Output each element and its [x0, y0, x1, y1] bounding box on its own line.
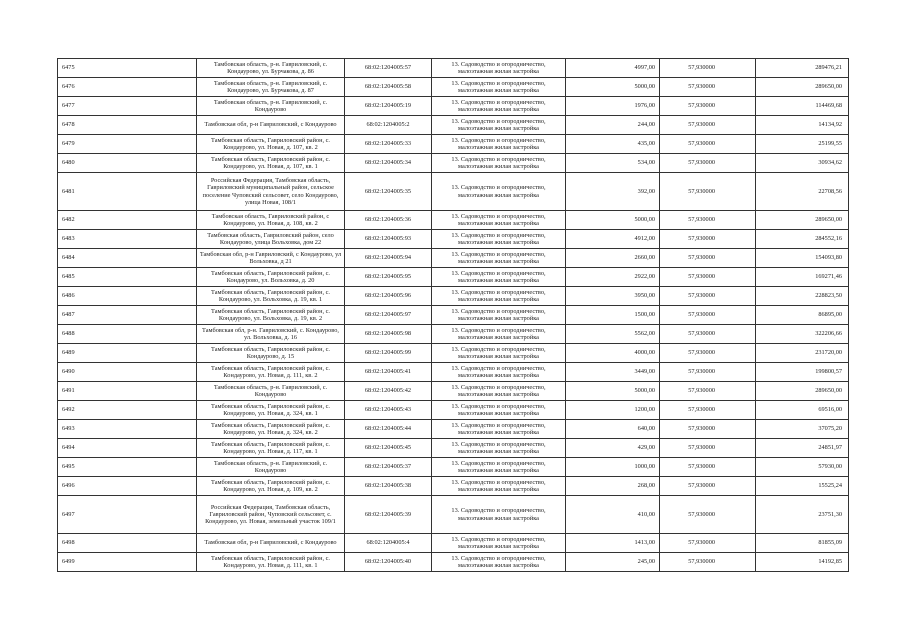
table-row — [58, 344, 849, 363]
row-area: 435,00 — [566, 135, 660, 154]
row-land-use: 13. Садоводство и огородничество, малоэтажная жилая застройка — [432, 154, 566, 173]
row-area: 268,00 — [566, 477, 660, 496]
row-cadastral-value: 289650,00 — [756, 211, 849, 230]
row-address: Тамбовская область, Гавриловский район, с. Кондаурово, ул. Вольховка, д. 19, кв. 1 — [197, 287, 345, 306]
row-area: 3449,00 — [566, 363, 660, 382]
row-cadastral-number: 68:02:1204005:99 — [345, 344, 432, 363]
row-cadastral-value: 24851,97 — [756, 439, 849, 458]
row-number: 6479 — [58, 135, 197, 154]
table-row — [58, 78, 849, 97]
row-number: 6483 — [58, 230, 197, 249]
table-row — [58, 268, 849, 287]
row-land-use: 13. Садоводство и огородничество, малоэтажная жилая застройка — [432, 344, 566, 363]
row-cadastral-value: 228823,50 — [756, 287, 849, 306]
row-cadastral-number: 68:02:1204005:57 — [345, 59, 432, 78]
row-land-use: 13. Садоводство и огородничество, малоэтажная жилая застройка — [432, 458, 566, 477]
row-specific-value: 57,930000 — [660, 439, 756, 458]
row-land-use: 13. Садоводство и огородничество, малоэтажная жилая застройка — [432, 249, 566, 268]
row-land-use: 13. Садоводство и огородничество, малоэтажная жилая застройка — [432, 382, 566, 401]
row-cadastral-value: 114469,68 — [756, 97, 849, 116]
row-area: 5000,00 — [566, 211, 660, 230]
table-row — [58, 325, 849, 344]
table-row — [58, 287, 849, 306]
row-number: 6496 — [58, 477, 197, 496]
row-cadastral-value: 86895,00 — [756, 306, 849, 325]
row-cadastral-number: 68:02:1204005:37 — [345, 458, 432, 477]
row-land-use: 13. Садоводство и огородничество, малоэтажная жилая застройка — [432, 553, 566, 572]
row-number: 6499 — [58, 553, 197, 572]
table-row — [58, 401, 849, 420]
row-cadastral-number: 68:02:1204005:98 — [345, 325, 432, 344]
row-area: 410,00 — [566, 496, 660, 534]
row-area: 534,00 — [566, 154, 660, 173]
row-address: Тамбовская область, р-н. Гавриловский, с. Кондаурово, ул. Бурчакова, д. 87 — [197, 78, 345, 97]
row-cadastral-number: 68:02:1204005:35 — [345, 173, 432, 211]
row-number: 6487 — [58, 306, 197, 325]
row-number: 6491 — [58, 382, 197, 401]
row-number: 6482 — [58, 211, 197, 230]
row-area: 5562,00 — [566, 325, 660, 344]
row-cadastral-value: 25199,55 — [756, 135, 849, 154]
row-address: Тамбовская область, Гавриловский район, с. Кондаурово, ул. Новая, д. 324, кв. 1 — [197, 401, 345, 420]
row-cadastral-value: 322206,66 — [756, 325, 849, 344]
row-number: 6495 — [58, 458, 197, 477]
row-area: 1000,00 — [566, 458, 660, 477]
row-address: Тамбовская область, р-н. Гавриловский, с. Кондаурово — [197, 382, 345, 401]
table-row — [58, 553, 849, 572]
row-address: Тамбовская обл, р-н Гавриловский, с Кондаурово, ул Вольховка, д 21 — [197, 249, 345, 268]
row-cadastral-number: 68:02:1204005:36 — [345, 211, 432, 230]
row-area: 1200,00 — [566, 401, 660, 420]
row-cadastral-number: 68:02:1204005:33 — [345, 135, 432, 154]
row-cadastral-number: 68:02:1204005:58 — [345, 78, 432, 97]
row-number: 6485 — [58, 268, 197, 287]
row-specific-value: 57,930000 — [660, 496, 756, 534]
row-specific-value: 57,930000 — [660, 325, 756, 344]
row-number: 6476 — [58, 78, 197, 97]
table-row — [58, 135, 849, 154]
row-area: 2922,00 — [566, 268, 660, 287]
row-cadastral-number: 68:02:1204005:97 — [345, 306, 432, 325]
row-number: 6486 — [58, 287, 197, 306]
row-specific-value: 57,930000 — [660, 534, 756, 553]
row-number: 6477 — [58, 97, 197, 116]
row-specific-value: 57,930000 — [660, 211, 756, 230]
row-address: Тамбовская область, р-н. Гавриловский, с. Кондаурово, ул. Бурчакова, д. 86 — [197, 59, 345, 78]
row-specific-value: 57,930000 — [660, 553, 756, 572]
row-number: 6497 — [58, 496, 197, 534]
table-row — [58, 116, 849, 135]
row-land-use: 13. Садоводство и огородничество, малоэтажная жилая застройка — [432, 363, 566, 382]
row-address: Тамбовская область, Гавриловский район, с. Кондаурово, ул. Новая, д. 109, кв. 2 — [197, 477, 345, 496]
row-land-use: 13. Садоводство и огородничество, малоэтажная жилая застройка — [432, 306, 566, 325]
row-land-use: 13. Садоводство и огородничество, малоэтажная жилая застройка — [432, 59, 566, 78]
row-specific-value: 57,930000 — [660, 344, 756, 363]
row-land-use: 13. Садоводство и огородничество, малоэтажная жилая застройка — [432, 477, 566, 496]
row-cadastral-number: 68:02:1204005:96 — [345, 287, 432, 306]
row-cadastral-value: 57930,00 — [756, 458, 849, 477]
row-cadastral-value: 14134,92 — [756, 116, 849, 135]
row-number: 6481 — [58, 173, 197, 211]
row-cadastral-value: 14192,85 — [756, 553, 849, 572]
row-land-use: 13. Садоводство и огородничество, малоэтажная жилая застройка — [432, 211, 566, 230]
row-area: 2660,00 — [566, 249, 660, 268]
table-body — [58, 59, 849, 572]
row-area: 244,00 — [566, 116, 660, 135]
row-address: Тамбовская область, Гавриловский район, с. Кондаурово, д. 15 — [197, 344, 345, 363]
row-land-use: 13. Садоводство и огородничество, малоэтажная жилая застройка — [432, 268, 566, 287]
row-cadastral-value: 199800,57 — [756, 363, 849, 382]
cadastral-value-table — [57, 58, 849, 572]
row-number: 6488 — [58, 325, 197, 344]
table-row — [58, 306, 849, 325]
row-land-use: 13. Садоводство и огородничество, малоэтажная жилая застройка — [432, 496, 566, 534]
row-cadastral-number: 68:02:1204005:43 — [345, 401, 432, 420]
row-cadastral-number: 68:02:1204005:39 — [345, 496, 432, 534]
row-specific-value: 57,930000 — [660, 59, 756, 78]
row-area: 4997,00 — [566, 59, 660, 78]
row-address: Тамбовская область, р-н. Гавриловский, с. Кондаурово — [197, 458, 345, 477]
row-cadastral-value: 289650,00 — [756, 78, 849, 97]
row-number: 6490 — [58, 363, 197, 382]
row-cadastral-value: 231720,00 — [756, 344, 849, 363]
row-specific-value: 57,930000 — [660, 382, 756, 401]
row-number: 6484 — [58, 249, 197, 268]
table-row — [58, 154, 849, 173]
row-address: Тамбовская обл, р-н. Гавриловский, с. Кондаурово, ул. Вольховка, д. 16 — [197, 325, 345, 344]
row-land-use: 13. Садоводство и огородничество, малоэтажная жилая застройка — [432, 439, 566, 458]
row-cadastral-number: 68:02:1204005:38 — [345, 477, 432, 496]
row-cadastral-value: 37075,20 — [756, 420, 849, 439]
row-cadastral-number: 68:02:1204005:93 — [345, 230, 432, 249]
row-specific-value: 57,930000 — [660, 458, 756, 477]
row-specific-value: 57,930000 — [660, 287, 756, 306]
table-row — [58, 97, 849, 116]
row-address: Тамбовская область, Гавриловский район, с. Кондаурово, ул. Новая, д. 111, кв. 1 — [197, 553, 345, 572]
table-row — [58, 363, 849, 382]
row-area: 640,00 — [566, 420, 660, 439]
row-cadastral-value: 154093,80 — [756, 249, 849, 268]
row-address: Тамбовская область, Гавриловский район, с Кондаурово, ул. Новая, д. 108, кв. 2 — [197, 211, 345, 230]
row-cadastral-value: 69516,00 — [756, 401, 849, 420]
row-specific-value: 57,930000 — [660, 230, 756, 249]
table-row — [58, 439, 849, 458]
row-area: 4000,00 — [566, 344, 660, 363]
row-address: Тамбовская область, Гавриловский район, с. Кондаурово, ул. Вольховка, д. 20 — [197, 268, 345, 287]
row-cadastral-number: 68:02:1204005:4 — [345, 534, 432, 553]
row-specific-value: 57,930000 — [660, 363, 756, 382]
row-cadastral-number: 68:02:1204005:34 — [345, 154, 432, 173]
row-land-use: 13. Садоводство и огородничество, малоэтажная жилая застройка — [432, 97, 566, 116]
row-area: 5000,00 — [566, 382, 660, 401]
row-area: 429,00 — [566, 439, 660, 458]
row-address: Российская Федерация, Тамбовская область, Гавриловский район, Чуповский сельсовет, с. Кондаурово, ул. Новая, земельный участок 109/1 — [197, 496, 345, 534]
table-row — [58, 382, 849, 401]
row-cadastral-number: 68:02:1204005:44 — [345, 420, 432, 439]
row-specific-value: 57,930000 — [660, 154, 756, 173]
row-address: Тамбовская область, Гавриловский район, с. Кондаурово, ул. Новая, д. 111, кв. 2 — [197, 363, 345, 382]
row-cadastral-value: 169271,46 — [756, 268, 849, 287]
row-land-use: 13. Садоводство и огородничество, малоэтажная жилая застройка — [432, 401, 566, 420]
row-cadastral-value: 30934,62 — [756, 154, 849, 173]
row-specific-value: 57,930000 — [660, 173, 756, 211]
row-cadastral-value: 23751,30 — [756, 496, 849, 534]
row-area: 1976,00 — [566, 97, 660, 116]
document-page — [57, 58, 848, 572]
table-row — [58, 173, 849, 211]
row-land-use: 13. Садоводство и огородничество, малоэтажная жилая застройка — [432, 534, 566, 553]
row-number: 6475 — [58, 59, 197, 78]
row-cadastral-value: 15525,24 — [756, 477, 849, 496]
row-address: Тамбовская область, Гавриловский район, с. Кондаурово, ул. Новая, д. 107, кв. 1 — [197, 154, 345, 173]
row-cadastral-number: 68:02:1204005:2 — [345, 116, 432, 135]
row-area: 1413,00 — [566, 534, 660, 553]
row-number: 6480 — [58, 154, 197, 173]
row-area: 3950,00 — [566, 287, 660, 306]
row-address: Российская Федерация, Тамбовская область, Гавриловский муниципальный район, сельское поселение Чуповский сельсовет, село Кондаурово, улица Новая, 108/1 — [197, 173, 345, 211]
table-row — [58, 211, 849, 230]
row-number: 6492 — [58, 401, 197, 420]
row-specific-value: 57,930000 — [660, 116, 756, 135]
row-specific-value: 57,930000 — [660, 401, 756, 420]
row-specific-value: 57,930000 — [660, 306, 756, 325]
row-land-use: 13. Садоводство и огородничество, малоэтажная жилая застройка — [432, 287, 566, 306]
row-cadastral-number: 68:02:1204005:45 — [345, 439, 432, 458]
row-specific-value: 57,930000 — [660, 135, 756, 154]
row-cadastral-value: 81855,09 — [756, 534, 849, 553]
row-address: Тамбовская область, Гавриловский район, с. Кондаурово, ул. Новая, д. 117, кв. 1 — [197, 439, 345, 458]
row-cadastral-number: 68:02:1204005:19 — [345, 97, 432, 116]
row-cadastral-number: 68:02:1204005:42 — [345, 382, 432, 401]
row-land-use: 13. Садоводство и огородничество, малоэтажная жилая застройка — [432, 173, 566, 211]
table-row — [58, 420, 849, 439]
row-cadastral-value: 289650,00 — [756, 382, 849, 401]
row-specific-value: 57,930000 — [660, 477, 756, 496]
row-area: 5000,00 — [566, 78, 660, 97]
row-specific-value: 57,930000 — [660, 420, 756, 439]
row-cadastral-value: 284552,16 — [756, 230, 849, 249]
row-cadastral-value: 289476,21 — [756, 59, 849, 78]
row-area: 392,00 — [566, 173, 660, 211]
table-row — [58, 496, 849, 534]
row-land-use: 13. Садоводство и огородничество, малоэтажная жилая застройка — [432, 116, 566, 135]
table-row — [58, 249, 849, 268]
row-specific-value: 57,930000 — [660, 268, 756, 287]
row-address: Тамбовская обл, р-н Гавриловский, с Кондаурово — [197, 116, 345, 135]
row-cadastral-number: 68:02:1204005:94 — [345, 249, 432, 268]
row-area: 1500,00 — [566, 306, 660, 325]
row-cadastral-number: 68:02:1204005:40 — [345, 553, 432, 572]
row-land-use: 13. Садоводство и огородничество, малоэтажная жилая застройка — [432, 420, 566, 439]
row-number: 6489 — [58, 344, 197, 363]
row-address: Тамбовская область, Гавриловский район, с. Кондаурово, ул. Новая, д. 107, кв. 2 — [197, 135, 345, 154]
row-area: 4912,00 — [566, 230, 660, 249]
row-land-use: 13. Садоводство и огородничество, малоэтажная жилая застройка — [432, 325, 566, 344]
row-cadastral-value: 22708,56 — [756, 173, 849, 211]
table-row — [58, 230, 849, 249]
table-row — [58, 477, 849, 496]
row-number: 6493 — [58, 420, 197, 439]
row-number: 6478 — [58, 116, 197, 135]
row-address: Тамбовская область, Гавриловский район, с. Кондаурово, ул. Вольховка, д. 19, кв. 2 — [197, 306, 345, 325]
row-cadastral-number: 68:02:1204005:95 — [345, 268, 432, 287]
row-number: 6498 — [58, 534, 197, 553]
row-address: Тамбовская область, Гавриловский район, село Кондаурово, улица Вольховка, дом 22 — [197, 230, 345, 249]
row-land-use: 13. Садоводство и огородничество, малоэтажная жилая застройка — [432, 78, 566, 97]
row-number: 6494 — [58, 439, 197, 458]
row-land-use: 13. Садоводство и огородничество, малоэтажная жилая застройка — [432, 230, 566, 249]
table-row — [58, 458, 849, 477]
row-address: Тамбовская область, Гавриловский район, с. Кондаурово, ул. Новая, д. 324, кв. 2 — [197, 420, 345, 439]
row-specific-value: 57,930000 — [660, 78, 756, 97]
table-row — [58, 534, 849, 553]
row-specific-value: 57,930000 — [660, 249, 756, 268]
table-row — [58, 59, 849, 78]
row-address: Тамбовская область, р-н. Гавриловский, с. Кондаурово — [197, 97, 345, 116]
row-cadastral-number: 68:02:1204005:41 — [345, 363, 432, 382]
row-land-use: 13. Садоводство и огородничество, малоэтажная жилая застройка — [432, 135, 566, 154]
row-specific-value: 57,930000 — [660, 97, 756, 116]
row-address: Тамбовская обл, р-н Гавриловский, с Кондаурово — [197, 534, 345, 553]
row-area: 245,00 — [566, 553, 660, 572]
